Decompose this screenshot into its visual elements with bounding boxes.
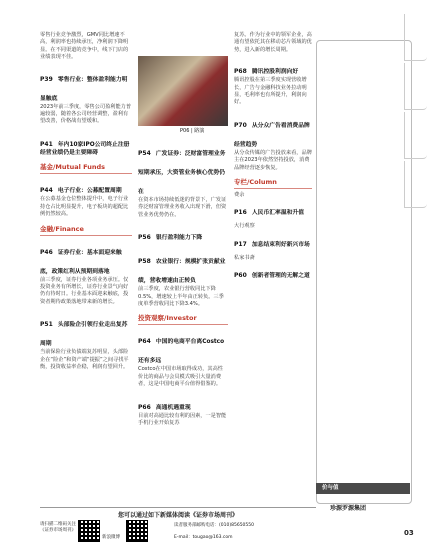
entry-title: 加息结束利好新兴市场 [251,241,310,248]
entry-page: P16 [234,209,247,217]
entry-page: P60 [234,272,247,280]
article-photo [138,56,228,126]
column-2 [138,140,228,432]
entry-summary: 腾讯控股在第三季度实现营收增长，广告与金融科技业务拉动明显，毛利率也有所提升，利润向好。 [234,77,307,106]
toc-entry-p44[interactable] [40,177,132,218]
section-divider [40,235,132,236]
column-1 [40,32,132,377]
entry-page: P70 [234,121,247,129]
entry-page: P46 [40,248,53,256]
toc-entry-p68[interactable] [234,58,312,107]
entry-title: 人民币汇率温和升值 [251,210,305,217]
entry-title: 从分众广告看消费品牌经营趋势 [234,122,310,148]
entry-page: P64 [138,338,151,346]
entry-subtitle: 经营业绩仍是主要障碍 [40,149,98,156]
right-sidebar-frame [316,40,412,504]
edge-tab [404,161,427,208]
entry-title: 腾讯控股利润向好 [251,69,299,76]
toc-entry-p17[interactable] [234,223,312,249]
entry-summary: 当前保险行业负债端复苏明显，头部险企在“险企”和资产端“提振”之间寻找平衡，投资收益率企稳，利润有望回升。 [40,349,129,371]
entry-page: P54 [138,150,151,157]
price-value-label: 价与值 [316,483,410,494]
entry-page: P68 [234,68,247,76]
entry-title: 年内10家IPO公司终止注册 [57,141,130,148]
toc-entry-p46[interactable] [40,239,132,307]
section-divider [234,188,312,189]
entry-title: 广发证券：泛财富管理业务短期承压，大资管业务核心优势仍在 [138,151,226,195]
col3-intro: 复苏。作为行业中的领军企业，高通有望依托其在移动芯片领域的优势，进入新的增长周期。 [234,32,312,53]
entry-page: P56 [138,234,151,242]
entry-page: P39 [40,75,53,83]
email-text: E-mail：tougao@163.com [174,535,233,540]
qr-code-icon[interactable] [126,520,148,542]
entry-title: 电子行业：公募配置周期 [57,188,122,195]
toc-entry-p58[interactable] [138,248,228,308]
edge-tab [404,63,427,110]
toc-entry-p41[interactable] [40,131,132,158]
footer-strip [40,507,316,550]
footer-promo: 您可以通过如下新媒体阅读《证券市场周刊》 [117,512,238,519]
section-divider [40,173,132,174]
section-header-funds: 基金/Mutual Funds [40,163,105,172]
section-header-column: 专栏/Column [234,178,277,187]
entry-summary: Costco在中国市场取得成功，其高性价比的商品与会员模式吸引大量消费者，这是中国电商平台值得借鉴的。 [138,366,223,388]
column-3 [234,32,312,286]
sidebar-group-name: 珍源罗源集团 [330,505,367,512]
section-header-investor: 投资观察/Investor [138,314,197,323]
toc-entry-p54[interactable] [138,140,228,219]
toc-entry-p64[interactable] [138,328,228,388]
entry-summary: 从分众传媒的广告投放来看，品牌主在2023年依然坚持投放，消费品牌经营逐步恢复。 [234,149,312,171]
entry-title: 中国的电商平台离Costco还有多远 [138,339,225,365]
weibo-text: 新浪微博 [102,535,120,540]
toc-entry-p56[interactable] [138,224,228,243]
entry-summary: 目前对高通比较有利的因素，一是智能手机行业开始复苏 [138,412,227,427]
service-text: 读者服务部邮购电话：(010)85650550 [174,523,255,528]
toc-entry-p51[interactable] [40,311,132,371]
entry-title: 高通机遇重现 [155,404,191,411]
entry-page: P51 [40,321,53,329]
entry-page: P44 [40,187,53,195]
entry-page: P66 [138,403,151,411]
toc-entry-p16[interactable] [234,192,312,218]
toc-entry-p60[interactable] [234,255,312,281]
entry-summary: 前三季度，农业银行营收同比下降0.5%，增速较上半年由正转负。三季度单季营收同比下降3.4%。 [138,286,224,308]
qr-code-icon[interactable] [78,520,100,542]
entry-page: P17 [234,240,247,248]
entry-title: 农业银行：规模扩张贡献业绩，营收增速由正转负 [138,259,226,285]
entry-summary: 在资本市场持续低迷的背景下，广发证券泛财富管理业务收入出现下滑，但资管业务优势仍在。 [138,197,227,218]
page-number: 03 [404,529,414,537]
entry-title: 银行盈利能力下降 [155,235,203,242]
entry-title: 零售行业：整体盈利能力明显触底 [40,76,128,102]
edge-tab [404,112,427,159]
entry-summary: 在公募基金仓位整体提升中，电子行业持仓占比明显提升，电子板块的超配比例仍然较高。 [40,196,129,218]
section-divider [138,324,228,325]
toc-entry-p39[interactable] [40,66,132,126]
wechat-text: 请扫描二维码关注《证券市场周刊》 [40,522,76,533]
entry-title: 创新者管理的无解之道 [251,273,310,280]
entry-author: 私家书斋 [234,254,255,261]
entry-page: P41 [40,140,53,148]
entry-author: 大行观察 [234,223,255,230]
entry-summary: 2023年前三季度，零售公司盈利能力普遍较弱，随着各公司经营调整，盈利有望改善，价格战有望缓和。 [40,103,132,125]
col1-intro: 零售行业竞争激烈，GMV同比增速不高，利润率也持续承压，净利润下降明显。在不同渠道的竞争中，线下门店的业绩表现不佳。 [40,32,129,61]
entry-page: P58 [138,258,151,266]
photo-caption: P06 | 路演 [180,128,205,134]
toc-entry-p66[interactable] [138,394,228,428]
entry-title: 头部险企引领行业走出复苏周期 [40,322,128,348]
edge-tab [404,14,427,61]
section-header-finance: 金融/Finance [40,224,84,233]
entry-title: 证券行业：基本面迎来触底，政策红利从预期到落地 [40,249,122,275]
entry-summary: 前三季度，证券行业各项业务承压。仅投资业务有所增长，证券行业景气向好仍有待时日。行业基本面迎来触底，投资者期待政策落地带来新的增长。 [40,276,129,305]
entry-author: 费余 [234,192,245,199]
edge-tabs [404,14,427,210]
toc-entry-p70[interactable] [234,112,312,172]
